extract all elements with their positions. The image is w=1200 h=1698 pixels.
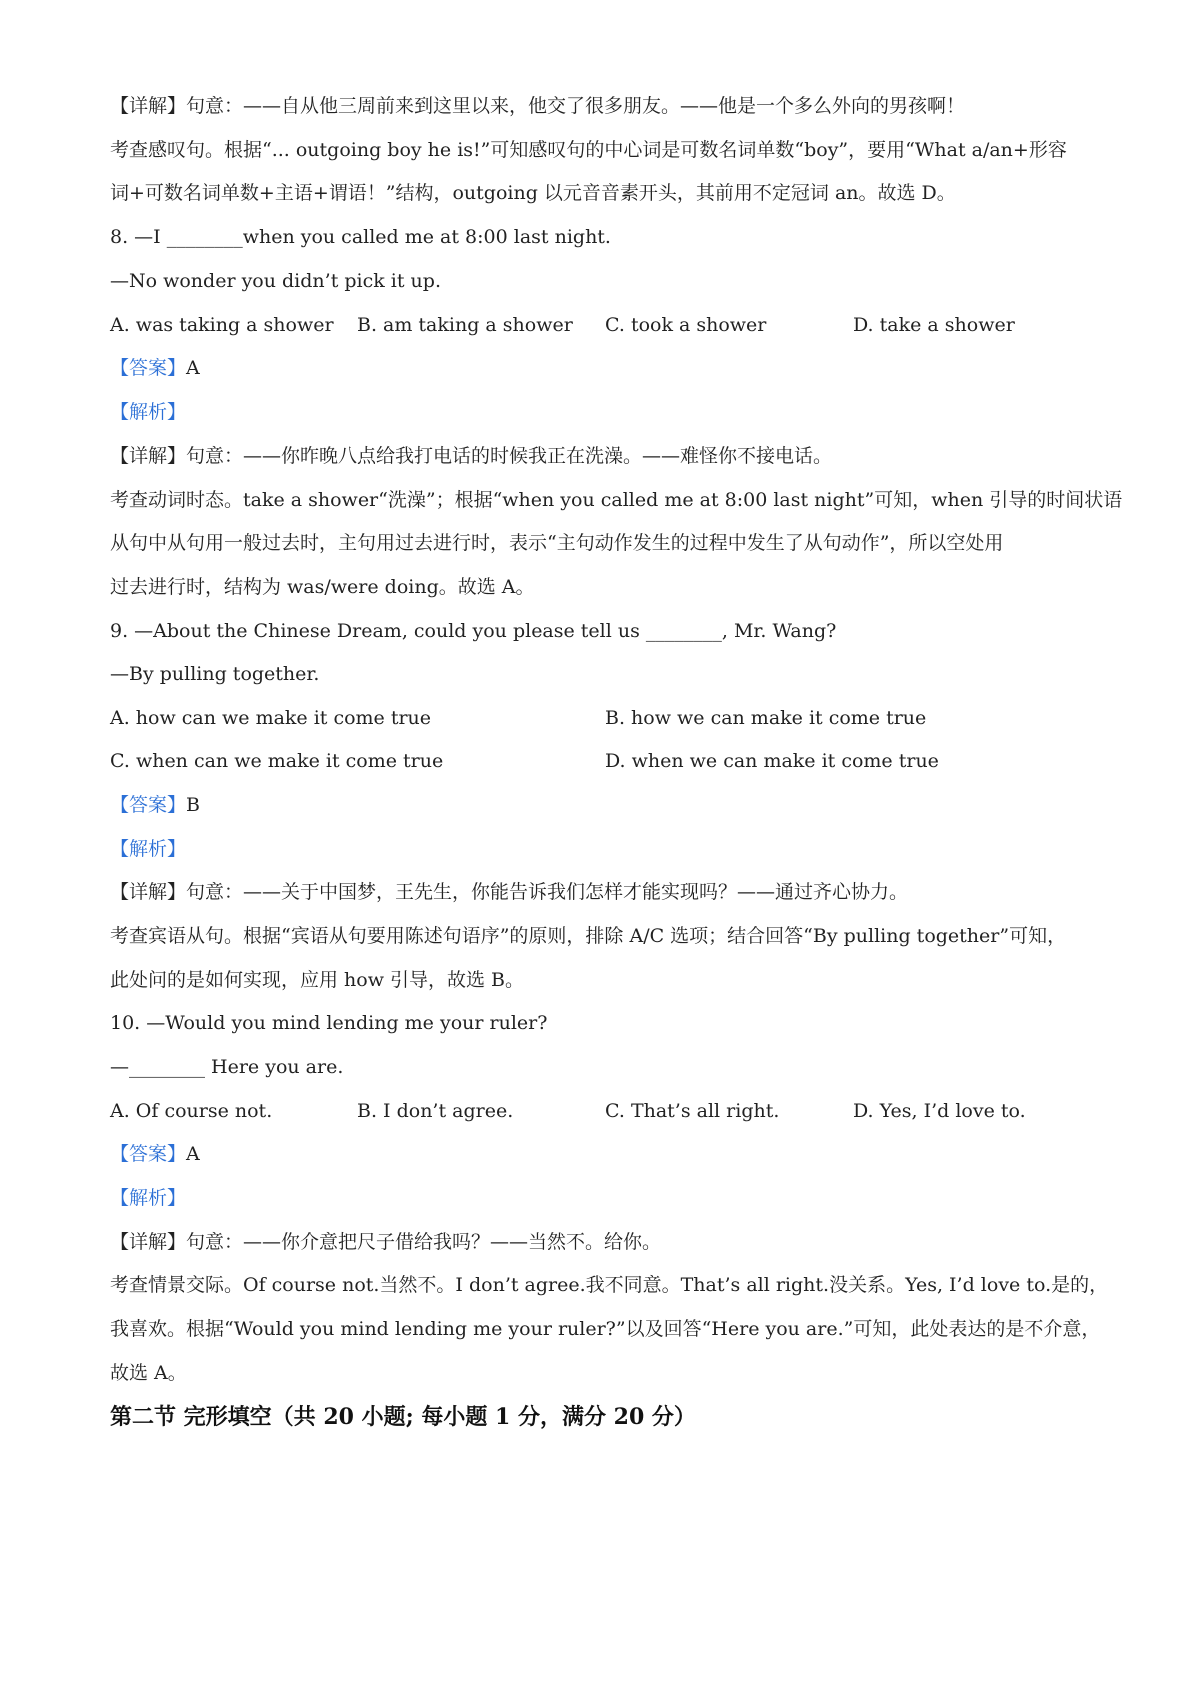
section-title: 第二节 完形填空（共 20 小题; 每小题 1 分，满分 20 分） — [110, 1404, 696, 1430]
q8-option-d: D. take a shower — [853, 314, 1015, 336]
q9-option-a: A. how can we make it come true — [110, 707, 432, 729]
q10-analysis-line2: 我喜欢。根据“Would you mind lending me your ruler?”以及回答“Here you are.”可知，此处表达的是不介意， — [110, 1318, 1101, 1340]
q7-analysis-line2: 词+可数名词单数+主语+谓语！”结构，outgoing 以元音音素开头，其前用不定冠词 an。故选 D。 — [110, 182, 956, 204]
q8-analysis-line3: 过去进行时，结构为 was/were doing。故选 A。 — [110, 576, 535, 598]
q9-analysis-line1: 考查宾语从句。根据“宾语从句要用陈述句语序”的原则，排除 A/C 选项；结合回答“By pulling together”可知， — [110, 925, 1067, 947]
q9-analysis-label: 【解析】 — [110, 838, 187, 860]
q7-analysis-line1: 考查感叹句。根据“... outgoing boy he is!”可知感叹句的中心词是可数名词单数“boy”，要用“What a/an+形容 — [110, 139, 1067, 161]
q10-answer: 【答案】A — [110, 1143, 200, 1165]
q9-option-d: D. when we can make it come true — [605, 750, 939, 772]
q10-option-d: D. Yes, I’d love to. — [853, 1100, 1026, 1122]
answer-label: 【答案】 — [110, 357, 187, 379]
q10-detail: 【详解】句意：——你介意把尺子借给我吗？——当然不。给你。 — [110, 1231, 662, 1253]
detail-label: 【详解】 — [110, 881, 187, 903]
q8-detail: 【详解】句意：——你昨晚八点给我打电话的时候我正在洗澡。——难怪你不接电话。 — [110, 445, 833, 467]
q9-detail: 【详解】句意：——关于中国梦，王先生，你能告诉我们怎样才能实现吗？——通过齐心协力。 — [110, 881, 909, 903]
q8-answer: 【答案】A — [110, 357, 200, 379]
q10-option-b: B. I don’t agree. — [357, 1100, 514, 1122]
q7-detail: 【详解】句意：——自从他三周前来到这里以来，他交了很多朋友。——他是一个多么外向的男孩啊！ — [110, 95, 966, 117]
answer-label: 【答案】 — [110, 794, 187, 816]
q10-stem: 10. —Would you mind lending me your ruler? — [110, 1012, 548, 1034]
q10-analysis-line1: 考查情景交际。Of course not.当然不。I don’t agree.我不同意。That’s all right.没关系。Yes, I’d love to.是的， — [110, 1274, 1109, 1296]
q9-answer: 【答案】B — [110, 794, 200, 816]
q10-reply: —________ Here you are. — [110, 1056, 344, 1078]
q10-analysis-label: 【解析】 — [110, 1187, 187, 1209]
q10-option-c: C. That’s all right. — [605, 1100, 780, 1122]
q8-analysis-line1: 考查动词时态。take a shower“洗澡”；根据“when you called me at 8:00 last night”可知，when 引导的时间状语 — [110, 489, 1123, 511]
q8-reply: —No wonder you didn’t pick it up. — [110, 270, 441, 292]
detail-label: 【详解】 — [110, 1231, 187, 1253]
q8-stem: 8. —I ________when you called me at 8:00 last night. — [110, 226, 611, 248]
q9-reply: —By pulling together. — [110, 663, 320, 685]
q9-analysis-line2: 此处问的是如何实现，应用 how 引导，故选 B。 — [110, 969, 525, 991]
q9-option-c: C. when can we make it come true — [110, 750, 444, 772]
q8-analysis-label: 【解析】 — [110, 401, 187, 423]
detail-label: 【详解】 — [110, 95, 187, 117]
q10-analysis-line3: 故选 A。 — [110, 1362, 187, 1384]
q8-option-b: B. am taking a shower — [357, 314, 573, 336]
q8-analysis-line2: 从句中从句用一般过去时，主句用过去进行时，表示“主句动作发生的过程中发生了从句动作”，所以空处用 — [110, 532, 1004, 554]
q10-option-a: A. Of course not. — [110, 1100, 273, 1122]
q9-stem: 9. —About the Chinese Dream, could you please tell us ________, Mr. Wang? — [110, 620, 837, 642]
q8-option-a: A. was taking a shower — [110, 314, 334, 336]
detail-label: 【详解】 — [110, 445, 187, 467]
q8-option-c: C. took a shower — [605, 314, 767, 336]
answer-label: 【答案】 — [110, 1143, 187, 1165]
q9-option-b: B. how we can make it come true — [605, 707, 927, 729]
